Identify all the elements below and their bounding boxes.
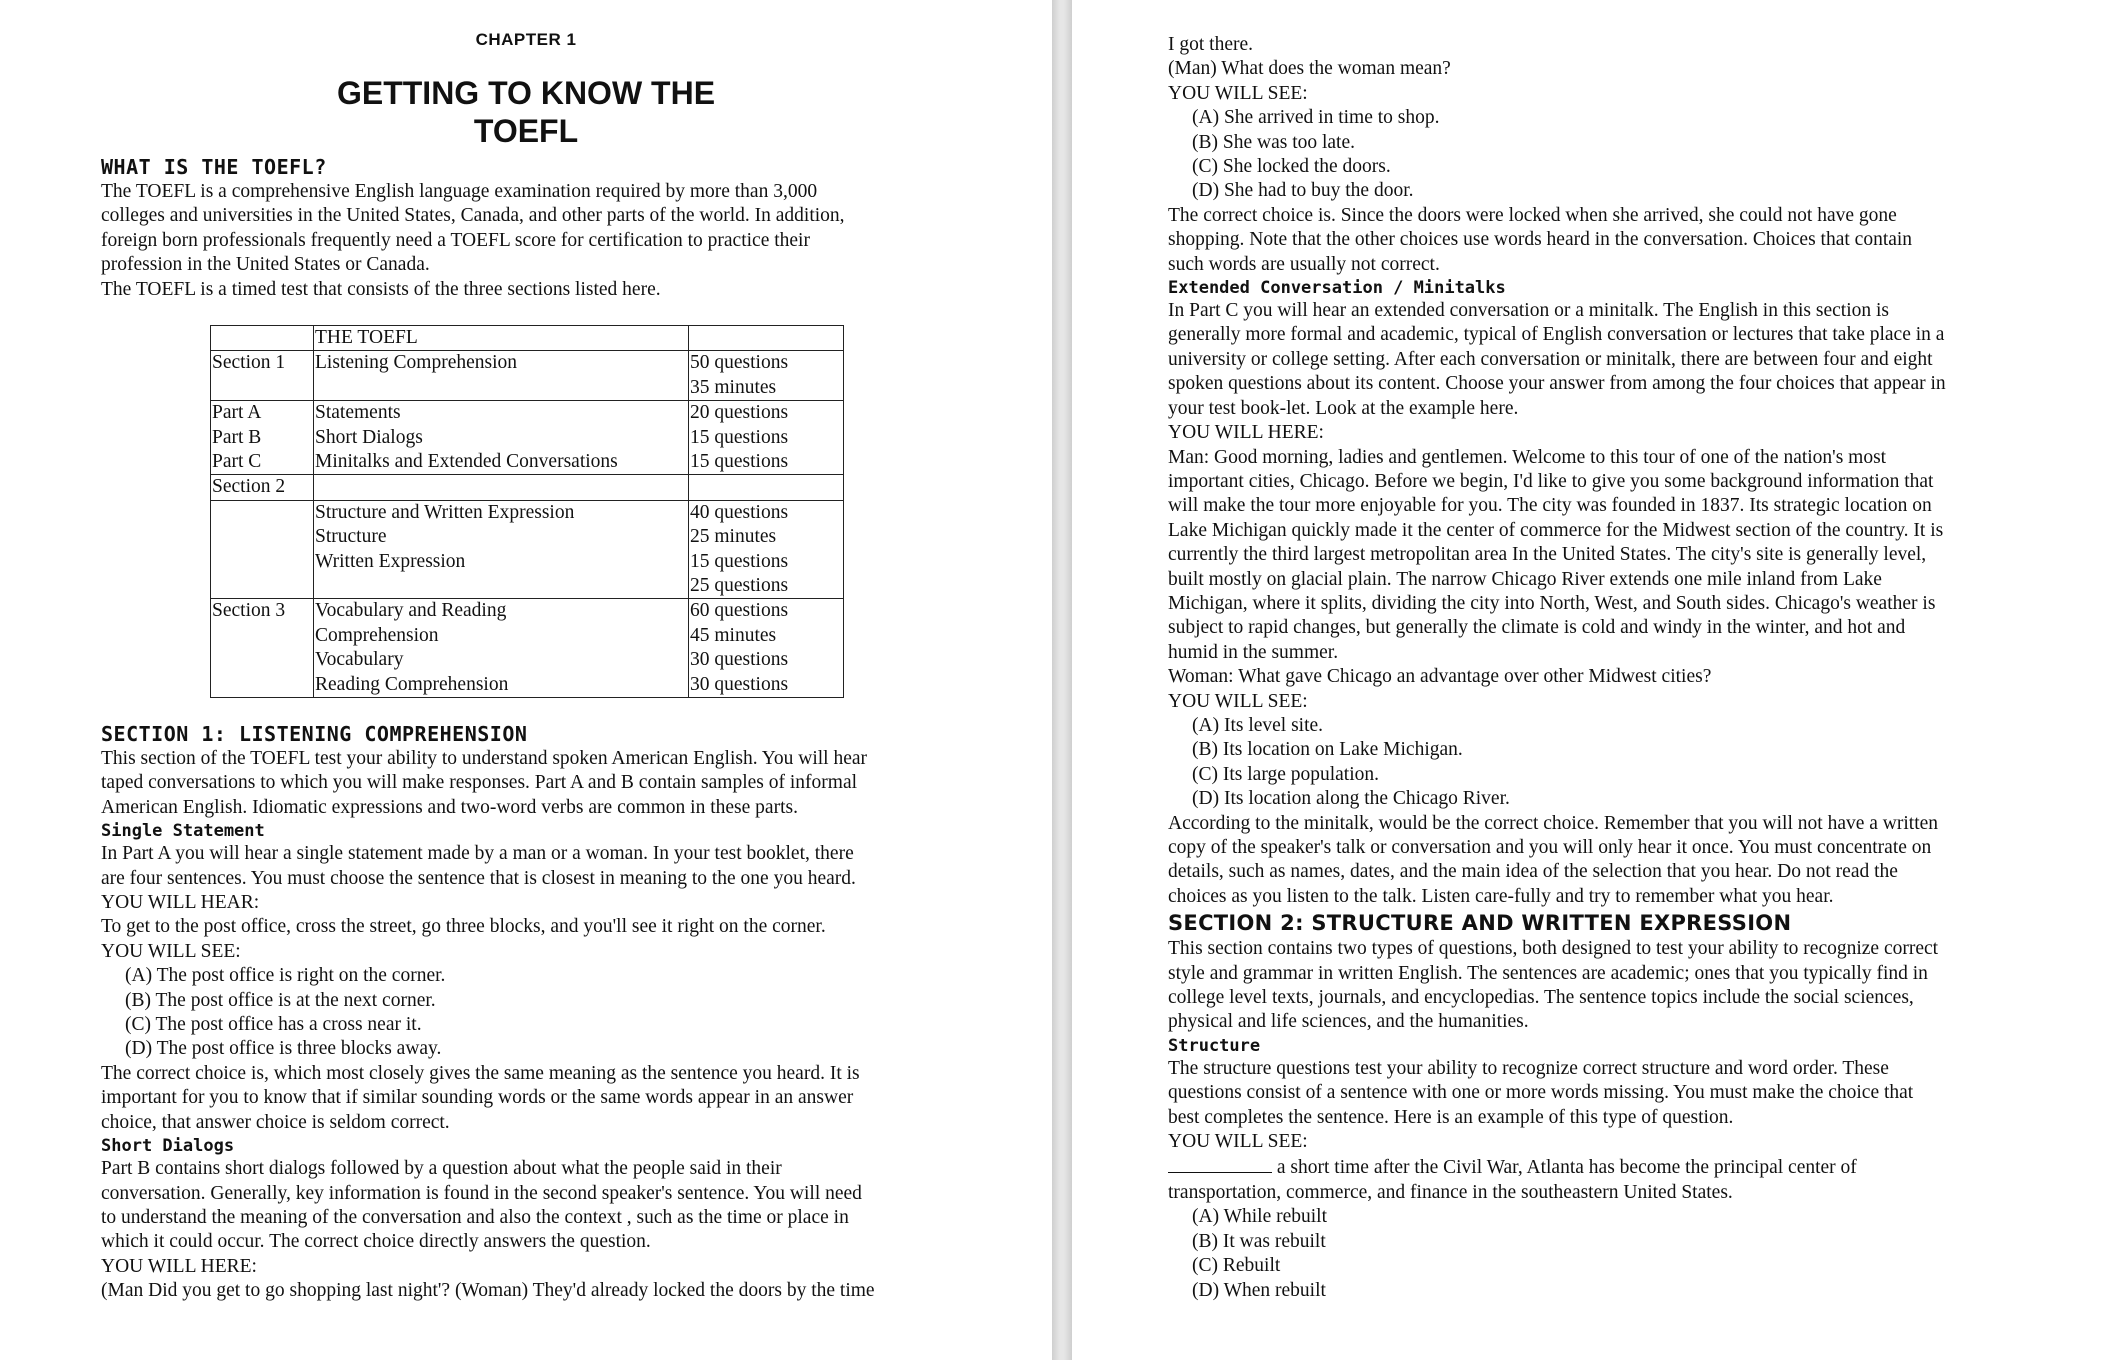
- table-cell-text: 15 questions: [690, 550, 789, 572]
- chapter-title-line-2: TOEFL: [473, 113, 579, 149]
- listening-section: [101, 721, 1046, 1304]
- what-is-toefl-section: [101, 154, 1041, 302]
- timed-test-paragraph: The TOEFL is a timed test that consists of the three sections listed here.: [101, 278, 661, 300]
- section-1-paragraph: [101, 747, 1046, 820]
- chapter-title: [0, 74, 1052, 150]
- table-cell-text: Listening Comprehension: [315, 352, 518, 374]
- text-line: Michigan, where it splits, dividing the city into North, West, and South sides. Chicago's weather is: [1168, 592, 1936, 614]
- structure-paragraph: [1168, 1057, 2113, 1130]
- answer-choice: (D) Its location along the Chicago River.: [1192, 788, 1510, 810]
- text-line: The correct choice is, which most closely gives the same meaning as the sentence you heard. It is: [101, 1062, 860, 1084]
- you-will-see-label: YOU WILL SEE:: [1168, 690, 1308, 712]
- text-line: to understand the meaning of the conversation and also the context , such as the time or place in: [101, 1206, 849, 1228]
- text-line: This section contains two types of questions, both designed to test your ability to recognize correct: [1168, 938, 1939, 960]
- short-dialogs-paragraph: [101, 1157, 1046, 1255]
- text-line: which it could occur. The correct choice directly answers the question.: [101, 1231, 651, 1253]
- answer-choice: (C) Its large population.: [1192, 763, 1380, 785]
- table-cell-text: Section 2: [212, 476, 286, 498]
- answer-choices: [101, 964, 1046, 1062]
- table-cell-text: 25 minutes: [690, 526, 777, 548]
- text-line: physical and life sciences, and the humanities.: [1168, 1011, 1529, 1033]
- extended-conversation-heading: Extended Conversation / Minitalks: [1168, 278, 1506, 299]
- table-cell-text: 45 minutes: [690, 624, 777, 646]
- table-cell-text: 40 questions: [690, 501, 789, 523]
- text-line: In Part A you will hear a single statement made by a man or a woman. In your test booklet, there: [101, 843, 854, 865]
- right-page: [1072, 0, 2118, 1360]
- answer-choice: (A) While rebuilt: [1192, 1206, 1328, 1228]
- table-cell-text: 15 questions: [690, 451, 789, 473]
- text-line: style and grammar in written English. The sentences are academic; ones that you typically find in: [1168, 962, 1928, 984]
- text-line: questions consist of a sentence with one or more words missing. You must make the choice that: [1168, 1082, 1914, 1104]
- section-2-paragraph: [1168, 937, 2113, 1035]
- answer-choice: (C) Rebuilt: [1192, 1255, 1281, 1277]
- text-line: are four sentences. You must choose the sentence that is closest in meaning to the one you heard.: [101, 867, 856, 889]
- text-line: humid in the summer.: [1168, 641, 1339, 663]
- table-header-row: [211, 326, 844, 351]
- answer-choice: (B) She was too late.: [1192, 131, 1356, 153]
- you-will-see-label: YOU WILL SEE:: [1168, 1131, 1308, 1153]
- table-cell-text: 25 questions: [690, 575, 789, 597]
- table-cell-text: Part A: [212, 402, 262, 424]
- table-cell-text: 30 questions: [690, 649, 789, 671]
- woman-question: Woman: What gave Chicago an advantage over other Midwest cities?: [1168, 666, 1712, 688]
- text-line: copy of the speaker's talk or conversation and you will only hear it once. You must concentrate on: [1168, 837, 1932, 858]
- text-line: will make the tour more enjoyable for you. The city was founded in 1837. Its strategic location on: [1168, 495, 1932, 517]
- text-line: subject to rapid changes, but generally the climate is cold and windy in the winter, and hot and: [1168, 617, 1906, 639]
- text-line: transportation, commerce, and finance in the southeastern United States.: [1168, 1181, 1733, 1203]
- table-row: [211, 500, 844, 599]
- text-line: This section of the TOEFL test your ability to understand spoken American English. You will hear: [101, 748, 868, 769]
- text-line: Part B contains short dialogs followed by a question about what the people said in their: [101, 1158, 782, 1180]
- single-statement-paragraph: [101, 842, 1046, 891]
- answer-choice: (A) Its level site.: [1192, 714, 1324, 736]
- answer-choice: (A) The post office is right on the corner.: [125, 965, 446, 987]
- table-cell-text: 20 questions: [690, 402, 789, 424]
- extended-conversation-paragraph: [1168, 299, 2113, 421]
- question-sentence: [1168, 1154, 2113, 1205]
- answer-blank: [1168, 1154, 1272, 1173]
- text-line: Man: Good morning, ladies and gentlemen. Welcome to this tour of one of the nation's most: [1168, 446, 1887, 468]
- you-will-here-label: YOU WILL HERE:: [1168, 422, 1324, 444]
- text-line: Lake Michigan quickly made it the center of commerce for the Midwest section of the country. It is: [1168, 519, 1944, 541]
- section-2-heading: SECTION 2: STRUCTURE AND WRITTEN EXPRESSION: [1168, 911, 1792, 936]
- answer-choice: (B) It was rebuilt: [1192, 1230, 1326, 1252]
- text-line: best completes the sentence. Here is an example of this type of question.: [1168, 1106, 1734, 1128]
- text-line: built mostly on glacial plain. The narrow Chicago River extends one mile inland from Lake: [1168, 568, 1882, 590]
- text-line: currently the third largest metropolitan area In the United States. The city's site is generally level,: [1168, 544, 1927, 566]
- answer-choice: (D) She had to buy the door.: [1192, 180, 1414, 202]
- text-line: (Man) What does the woman mean?: [1168, 58, 1451, 80]
- table-cell-text: Minitalks and Extended Conversations: [315, 451, 618, 473]
- table-cell-text: Structure and Written Expression: [315, 501, 575, 523]
- text-line: spoken questions about its content. Choose your answer from among the four choices that appear in: [1168, 373, 1946, 395]
- toefl-sections-table: [210, 325, 844, 698]
- left-page: [0, 0, 1052, 1360]
- text-line: In Part C you will hear an extended conversation or a minitalk. The English in this section is: [1168, 300, 1889, 322]
- text-line: conversation. Generally, key information is found in the second speaker's sentence. You will need: [101, 1182, 862, 1204]
- text-line: The TOEFL is a comprehensive English language examination required by more than 3,000: [101, 181, 818, 202]
- right-page-content: [1168, 33, 2113, 1303]
- table-row: [211, 599, 844, 698]
- table-cell-text: Vocabulary: [315, 649, 404, 671]
- text-line: According to the minitalk, would be the correct choice. Remember that you will not have a written: [1168, 812, 1939, 834]
- text-line: choice, that answer choice is seldom correct.: [101, 1111, 450, 1133]
- answer-choices: [1168, 1205, 2113, 1303]
- text-line: profession in the United States or Canada.: [101, 254, 430, 276]
- according-paragraph: [1168, 812, 2113, 910]
- correct-choice-paragraph: [1168, 204, 2113, 277]
- text-line: details, such as names, dates, and the main idea of the selection that you hear. Do not read the: [1168, 861, 1898, 883]
- statement-text: To get to the post office, cross the street, go three blocks, and you'll see it right on the corner.: [101, 916, 826, 938]
- what-is-toefl-paragraph: [101, 180, 1041, 278]
- text-line: choices as you listen to the talk. Listen care-fully and try to remember what you hear.: [1168, 885, 1834, 907]
- text-line: important for you to know that if similar sounding words or the same words appear in an answer: [101, 1087, 854, 1109]
- structure-heading: Structure: [1168, 1035, 1261, 1056]
- answer-choices: [1168, 714, 2113, 812]
- you-will-hear-label: YOU WILL HEAR:: [101, 892, 260, 914]
- table-cell-text: Written Expression: [315, 550, 466, 572]
- text-line: taped conversations to which you will make responses. Part A and B contain samples of informal: [101, 772, 858, 794]
- text-line: colleges and universities in the United States, Canada, and other parts of the world. In addition,: [101, 205, 845, 227]
- text-line: your test book-let. Look at the example here.: [1168, 397, 1519, 419]
- table-cell-text: 30 questions: [690, 673, 789, 695]
- text-line: such words are usually not correct.: [1168, 253, 1440, 275]
- table-cell-text: 35 minutes: [690, 376, 777, 398]
- text-line: important cities, Chicago. Before we begin, I'd like to give you some background information that: [1168, 470, 1934, 492]
- answer-choice: (B) Its location on Lake Michigan.: [1192, 739, 1463, 761]
- text-line: shopping. Note that the other choices use words heard in the conversation. Choices that contain: [1168, 229, 1913, 251]
- table-cell-text: Section 3: [212, 600, 286, 622]
- you-will-see-label: YOU WILL SEE:: [1168, 82, 1308, 104]
- table-cell-text: Part B: [212, 426, 262, 448]
- answer-choice: (C) She locked the doors.: [1192, 156, 1391, 178]
- table-row: [211, 401, 844, 475]
- answer-choice: (D) When rebuilt: [1192, 1279, 1326, 1301]
- table-cell-text: Statements: [315, 402, 401, 424]
- short-dialogs-heading: Short Dialogs: [101, 1136, 235, 1157]
- table-header-cell: THE TOEFL: [314, 326, 689, 351]
- section-1-heading: SECTION 1: LISTENING COMPREHENSION: [101, 722, 528, 746]
- answer-choice: (C) The post office has a cross near it.: [125, 1014, 422, 1036]
- table-cell-text: Vocabulary and Reading: [315, 600, 507, 622]
- text-line: a short time after the Civil War, Atlanta has become the principal center of: [1272, 1157, 1857, 1179]
- you-will-see-label: YOU WILL SEE:: [101, 940, 241, 962]
- chapter-label: CHAPTER 1: [475, 30, 577, 49]
- dialog-text: (Man Did you get to go shopping last night'? (Woman) They'd already locked the doors by the time: [101, 1280, 875, 1302]
- answer-choice: (B) The post office is at the next corner.: [125, 989, 436, 1011]
- correct-choice-paragraph: [101, 1062, 1046, 1135]
- table-cell-text: Section 1: [212, 352, 286, 374]
- table-cell-text: 50 questions: [690, 352, 789, 374]
- table-cell-text: Reading Comprehension: [315, 673, 509, 695]
- toefl-sections-table-wrap: [210, 325, 844, 698]
- table-cell-text: Part C: [212, 451, 262, 473]
- answer-choice: (D) The post office is three blocks away.: [125, 1038, 442, 1060]
- single-statement-heading: Single Statement: [101, 821, 265, 842]
- text-line: foreign born professionals frequently need a TOEFL score for certification to practice their: [101, 229, 810, 251]
- text-line: college level texts, journals, and encyclopedias. The sentence topics include the social sciences,: [1168, 987, 1914, 1009]
- text-line: The structure questions test your ability to recognize correct structure and word order. These: [1168, 1057, 1889, 1079]
- table-row: [211, 351, 844, 401]
- text-line: I got there.: [1168, 34, 1254, 55]
- answer-choice: (A) She arrived in time to shop.: [1192, 107, 1440, 129]
- text-line: university or college setting. After each conversation or minitalk, there are between four and eight: [1168, 348, 1933, 370]
- text-line: The correct choice is. Since the doors were locked when she arrived, she could not have gone: [1168, 204, 1897, 226]
- table-cell-text: Structure: [315, 526, 387, 548]
- table-row: [211, 475, 844, 500]
- table-cell-text: Short Dialogs: [315, 426, 423, 448]
- table-cell-text: 15 questions: [690, 426, 789, 448]
- answer-choices: [1168, 106, 2113, 204]
- table-cell-text: Comprehension: [315, 624, 439, 646]
- table-cell-text: 60 questions: [690, 600, 789, 622]
- text-line: generally more formal and academic, typical of English conversation or lectures that take place in a: [1168, 324, 1945, 346]
- what-is-toefl-heading: WHAT IS THE TOEFL?: [101, 155, 327, 179]
- minitalk-paragraph: [1168, 446, 2113, 666]
- page-gutter: [1052, 0, 1072, 1360]
- text-line: American English. Idiomatic expressions and two-word verbs are common in these parts.: [101, 796, 798, 818]
- chapter-title-line-1: GETTING TO KNOW THE: [336, 75, 716, 111]
- you-will-here-label: YOU WILL HERE:: [101, 1255, 257, 1277]
